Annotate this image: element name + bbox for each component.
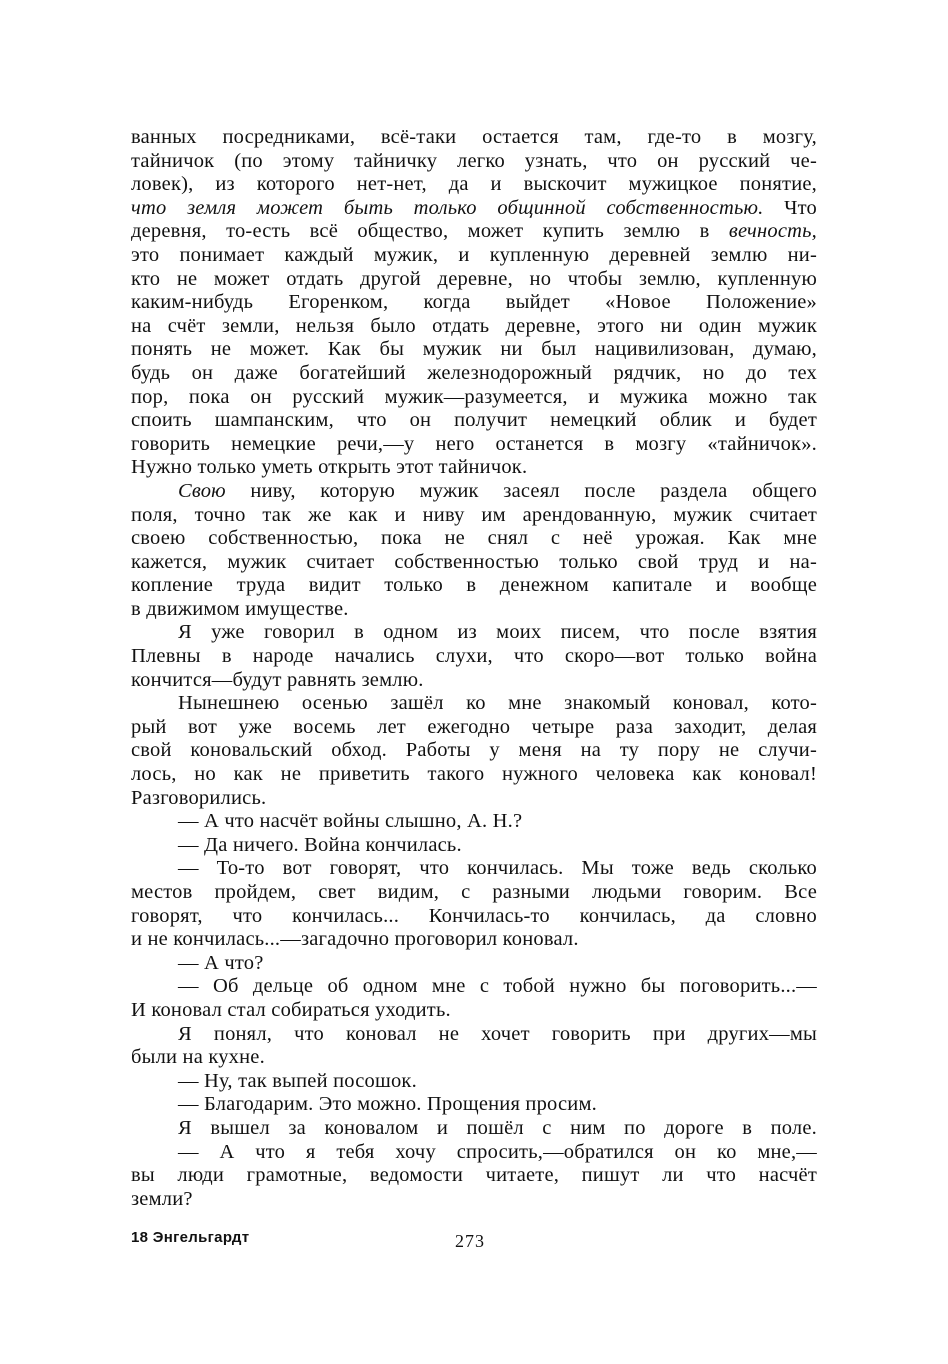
- text-line: споить шампанским, что он получит немецкий облик и будет: [131, 409, 817, 432]
- text-line: ванных посредниками, всё-таки остается там, где-то в мозгу,: [131, 126, 817, 148]
- text-line: были на кухне.: [131, 1046, 265, 1069]
- text-line: [131, 197, 817, 221]
- text-line: Я вышел за коновалом и пошёл с ним по дороге в поле.: [178, 1116, 817, 1139]
- text-line: поля, точно так же как и ниву им арендованную, мужик считает: [131, 503, 817, 526]
- italic-phrase: что земля может быть только общинной собственностью.: [131, 196, 764, 219]
- text-line: каким-нибудь Егоренком, когда выйдет «Новое Положение»: [131, 291, 817, 314]
- text-line: в движимом имуществе.: [131, 597, 349, 620]
- italic-word: Свою: [178, 479, 226, 502]
- printer-signature: 18 Энгельгардт: [131, 1229, 250, 1246]
- text-line: Нужно только уметь открыть этот тайничок.: [131, 456, 528, 479]
- page-number: 273: [455, 1231, 485, 1251]
- text-line: местов пройдем, свет видим, с разными людьми говорим. Все: [131, 881, 817, 903]
- dialog-line: — То-то вот говорят, что кончилась. Мы тоже ведь сколько: [178, 857, 817, 880]
- text-line: Нынешнею осенью зашёл ко мне знакомый коновал, кото-: [178, 692, 817, 715]
- text-line: будь он даже богатейший железнодорожный рядчик, но до тех: [131, 361, 817, 384]
- text-line: кончится—будут равнять землю.: [131, 668, 424, 691]
- text-line: рый вот уже восемь лет ежегодно четыре раза заходит, делая: [131, 715, 817, 738]
- text-line: земли?: [131, 1187, 193, 1210]
- dialog-line: — Благодарим. Это можно. Прощения просим.: [178, 1093, 597, 1116]
- text-fragment: Что: [763, 196, 817, 219]
- text-line: говорят, что кончилась... Кончилась-то кончилась, да словно: [131, 904, 817, 927]
- text-fragment: ниву, которую мужик засеял после раздела общего: [225, 479, 817, 502]
- text-line: лось, но как не приветить такого нужного человека как коновал!: [131, 763, 817, 786]
- text-line: и не кончилась...—загадочно проговорил коновал.: [131, 928, 579, 951]
- text-line: кто не может отдать другой деревне, но чтобы землю, купленную: [131, 267, 817, 290]
- text-line: тайничок (по этому тайничку легко узнать, что он русский че-: [131, 149, 817, 172]
- text-line: вы люди грамотные, ведомости читаете, пишут ли что насчёт: [131, 1164, 817, 1187]
- text-line: Я понял, что коновал не хочет говорить при других—мы: [178, 1022, 817, 1045]
- text-line: своею собственностью, пока не снял с неё урожая. Как мне: [131, 527, 817, 550]
- text-line: И коновал стал собираться уходить.: [131, 998, 451, 1021]
- text-line: копление труда видит только в денежном капитале и вообще: [131, 574, 817, 597]
- text-line: свой коновальский обход. Работы у меня на ту пору не случи-: [131, 739, 817, 762]
- text-fragment: деревня, то-есть всё общество, может купить землю в: [131, 220, 729, 243]
- dialog-line: — А что насчёт войны слышно, А. Н.?: [178, 810, 523, 833]
- body-text: [131, 126, 817, 1211]
- dialog-line: — А что?: [178, 951, 264, 974]
- text-line: это понимает каждый мужик, и купленную деревней землю ни-: [131, 243, 817, 266]
- text-line: понять не может. Как бы мужик ни был нацивилизован, думаю,: [131, 338, 817, 361]
- dialog-line: — Да ничего. Война кончилась.: [178, 833, 462, 856]
- text-line: Я уже говорил в одном из моих писем, что после взятия: [178, 621, 817, 644]
- text-line: говорить немецкие речи,—у него останется в мозгу «тайничок».: [131, 432, 817, 455]
- dialog-line: — А что я тебя хочу спросить,—обратился он ко мне,—: [178, 1140, 817, 1163]
- text-line: [131, 480, 817, 504]
- text-line: пор, пока он русский мужик—разумеется, и мужика можно так: [131, 385, 817, 408]
- text-line: [131, 220, 817, 244]
- text-line: Плевны в народе начались слухи, что скоро—вот только война: [131, 645, 817, 668]
- text-line: кажется, мужик считает собственностью только свой труд и на-: [131, 550, 817, 573]
- italic-word: вечность,: [728, 220, 817, 243]
- text-line: на счёт земли, нельзя было отдать деревне, этого ни один мужик: [131, 314, 817, 337]
- text-line: ловек), из которого нет-нет, да и выскочит мужицкое понятие,: [131, 173, 817, 196]
- dialog-line: — Ну, так выпей посошок.: [178, 1069, 417, 1092]
- dialog-line: — Об дельце об одном мне с тобой нужно бы поговорить...—: [178, 975, 817, 998]
- text-line: Разговорились.: [131, 786, 267, 809]
